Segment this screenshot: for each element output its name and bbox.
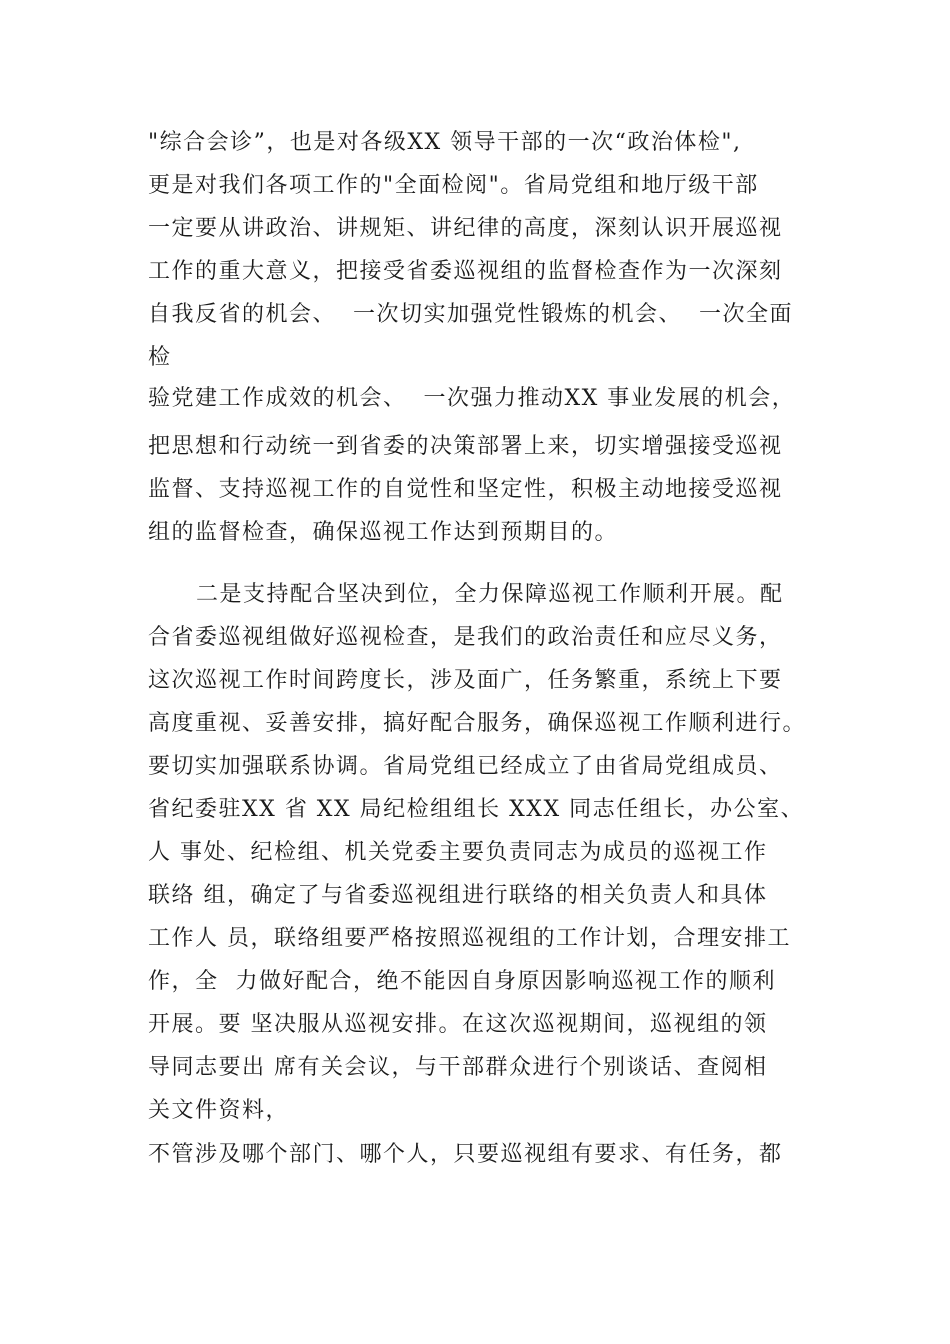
text-line: 不管涉及哪个部门、哪个人，只要巡视组有要求、有任务，都 (148, 1142, 783, 1167)
text-line: 工作人 员，联络组要严格按照巡视组的工作计划，合理安排工 (148, 926, 791, 951)
text-line: 更是对我们各项工作的"全面检阅"。省局党组和地厅级干部 (148, 173, 759, 198)
paragraph-first-line: 二是支持配合坚决到位，全力保障巡视工作顺利开展。配 (196, 582, 784, 607)
text-line: 作，全 力做好配合，绝不能因自身原因影响巡视工作的顺利 (148, 969, 776, 994)
text-line: 关文件资料， (148, 1098, 290, 1123)
text-line: 把思想和行动统一到省委的决策部署上来，切实增强接受巡视 (148, 434, 783, 459)
text-line: 这次巡视工作时间跨度长，涉及面广，任务繁重，系统上下要 (148, 668, 783, 693)
text-line: 人 事处、纪检组、机关党委主要负责同志为成员的巡视工作 (148, 840, 768, 865)
text-line: 组的监督检查，确保巡视工作达到预期目的。 (148, 520, 619, 545)
text-line: 要切实加强联系协调。省局党组已经成立了由省局党组成员、 (148, 754, 783, 779)
text-line: 省纪委驻XX 省 XX 局纪检组组长 XXX 同志任组长，办公室、 (148, 797, 805, 822)
text-line: 自我反省的机会、 一次切实加强党性锻炼的机会、 一次全面 (148, 302, 793, 327)
text-line: "综合会诊”，也是对各级XX 领导干部的一次“政治体检", (148, 130, 742, 155)
text-line: 监督、支持巡视工作的自觉性和坚定性，积极主动地接受巡视 (148, 477, 783, 502)
text-line: 导同志要出 席有关会议，与干部群众进行个别谈话、查阅相 (148, 1055, 768, 1080)
text-line: 工作的重大意义，把接受省委巡视组的监督检查作为一次深刻 (148, 259, 783, 284)
text-line: 高度重视、妥善安排，搞好配合服务，确保巡视工作顺利进行。 (148, 711, 807, 736)
text-line: 联络 组，确定了与省委巡视组进行联络的相关负责人和具体 (148, 883, 768, 908)
text-line: 开展。要 坚决服从巡视安排。在这次巡视期间，巡视组的领 (148, 1012, 768, 1037)
text-line: 检 (148, 345, 172, 370)
text-line: 合省委巡视组做好巡视检查，是我们的政治责任和应尽义务， (148, 625, 783, 650)
text-line: 验党建工作成效的机会、 一次强力推动XX 事业发展的机会， (148, 386, 796, 411)
text-line: 一定要从讲政治、讲规矩、讲纪律的高度，深刻认识开展巡视 (148, 216, 783, 241)
